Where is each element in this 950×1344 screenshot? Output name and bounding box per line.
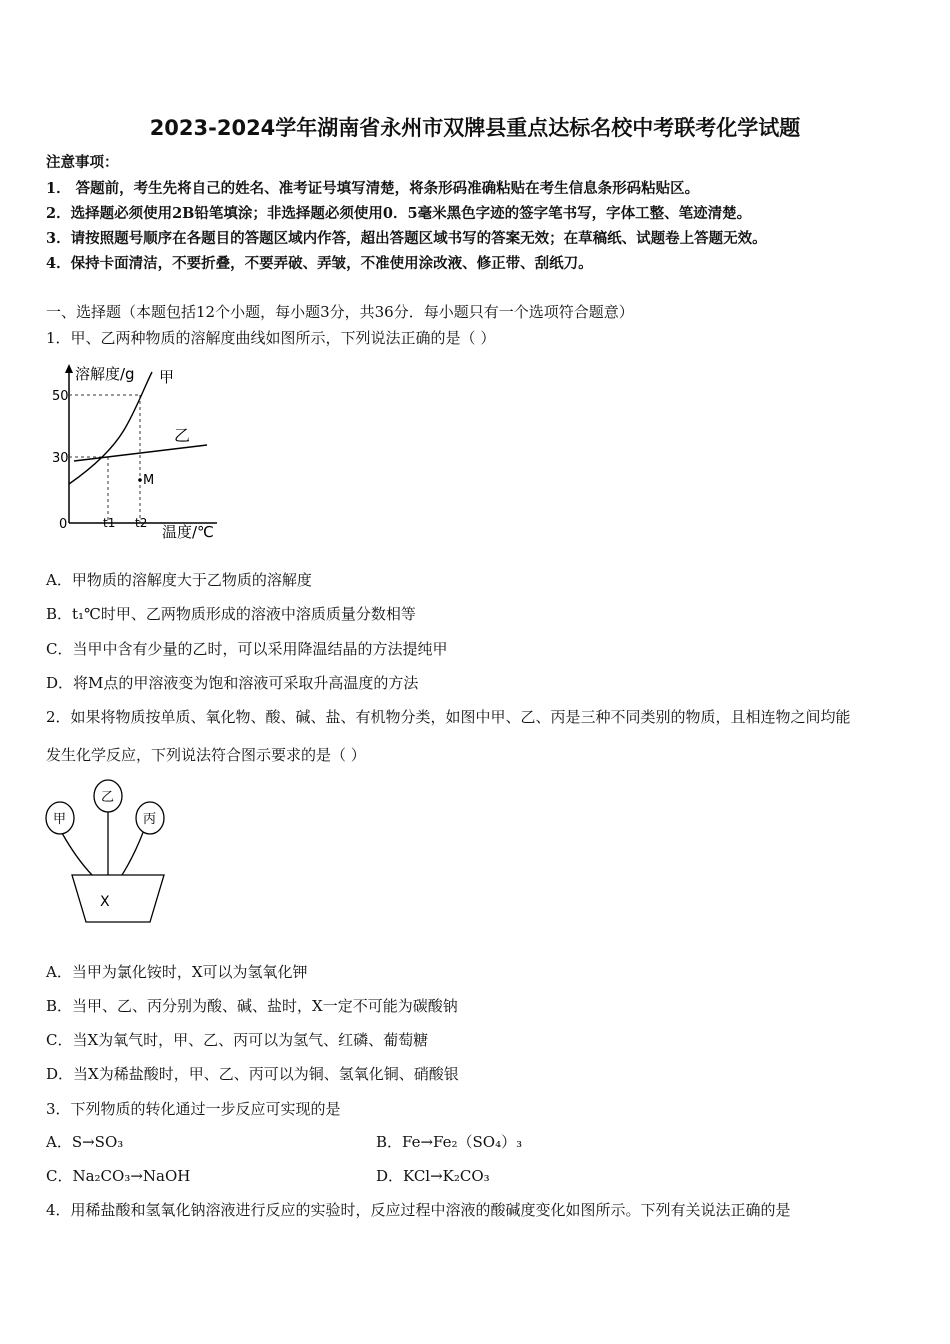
curve-yi	[74, 445, 207, 461]
point-m-label: M	[143, 473, 155, 488]
solubility-graph	[52, 358, 232, 548]
notice-item: 2．选择题必须使用2B铅笔填涂；非选择题必须使用0．5毫米黑色字迹的签字笔书写，字体工整、笔迹清楚。	[46, 205, 752, 222]
question-1-option-a: A．甲物质的溶解度大于乙物质的溶解度	[46, 571, 312, 589]
question-3-option-a: A．S→SO₃	[46, 1133, 124, 1151]
question-3-option-b: B．Fe→Fe₂（SO₄）₃	[376, 1133, 523, 1151]
stem-bing	[122, 830, 144, 875]
label-yi: 乙	[101, 790, 115, 805]
y-tick-50: 50	[52, 389, 69, 404]
y-tick-30: 30	[52, 451, 69, 466]
question-2-option-a: A．当甲为氯化铵时，X可以为氢氧化钾	[46, 963, 308, 981]
origin-label: 0	[59, 517, 68, 532]
question-3-stem: 3．下列物质的转化通过一步反应可实现的是	[46, 1100, 341, 1118]
question-2-option-b: B．当甲、乙、丙分别为酸、碱、盐时，X一定不可能为碳酸钠	[46, 997, 458, 1015]
pot-label: X	[100, 894, 110, 910]
question-2-option-c: C．当X为氧气时，甲、乙、丙可以为氢气、红磷、葡萄糖	[46, 1031, 429, 1049]
y-axis-label: 溶解度/g	[75, 365, 135, 383]
label-jia: 甲	[53, 812, 67, 827]
question-1-option-b: B．t₁℃时甲、乙两物质形成的溶液中溶质质量分数相等	[46, 605, 416, 623]
label-bing: 丙	[143, 812, 157, 827]
question-2-stem-line1: 2．如果将物质按单质、氧化物、酸、碱、盐、有机物分类，如图中甲、乙、丙是三种不同类别的物质，且相连物之间均能	[46, 708, 851, 726]
question-3-option-c: C．Na₂CO₃→NaOH	[46, 1167, 191, 1185]
question-1-option-c: C．当甲中含有少量的乙时，可以采用降温结晶的方法提纯甲	[46, 640, 448, 658]
notice-item: 4．保持卡面清洁，不要折叠，不要弄破、弄皱，不准使用涂改液、修正带、刮纸刀。	[46, 255, 593, 272]
question-2-stem-line2: 发生化学反应，下列说法符合图示要求的是（ ）	[46, 746, 366, 764]
question-2-option-d: D．当X为稀盐酸时，甲、乙、丙可以为铜、氢氧化铜、硝酸银	[46, 1065, 459, 1083]
question-3-option-d: D．KCl→K₂CO₃	[376, 1167, 490, 1185]
curve-jia-label: 甲	[159, 368, 175, 386]
x-tick-t1: t1	[103, 516, 116, 530]
point-m	[138, 478, 142, 482]
notice-heading: 注意事项：	[46, 154, 119, 171]
pot	[72, 875, 164, 922]
question-1-stem: 1．甲、乙两种物质的溶解度曲线如图所示，下列说法正确的是（ ）	[46, 329, 496, 347]
curve-yi-label: 乙	[174, 426, 191, 445]
x-tick-t2: t2	[135, 516, 148, 530]
question-1-option-d: D．将M点的甲溶液变为饱和溶液可采取升高温度的方法	[46, 674, 419, 692]
notice-item: 3．请按照题号顺序在各题目的答题区域内作答，超出答题区域书写的答案无效；在草稿纸、试题卷上答题无效。	[46, 230, 767, 247]
flowerpot-diagram	[44, 778, 174, 928]
page-title: 2023-2024学年湖南省永州市双牌县重点达标名校中考联考化学试题	[149, 116, 801, 140]
stem-jia	[62, 833, 92, 875]
section-heading: 一、选择题（本题包括12个小题，每小题3分，共36分．每小题只有一个选项符合题意）	[46, 303, 634, 321]
question-4-stem: 4．用稀盐酸和氢氧化钠溶液进行反应的实验时，反应过程中溶液的酸碱度变化如图所示。下列有关说法正确的是	[46, 1201, 791, 1219]
notice-item: 1． 答题前，考生先将自己的姓名、准考证号填写清楚，将条形码准确粘贴在考生信息条形码粘贴区。	[46, 180, 700, 197]
y-axis-arrow-icon	[65, 364, 73, 373]
x-axis-label: 温度/℃	[162, 523, 214, 541]
